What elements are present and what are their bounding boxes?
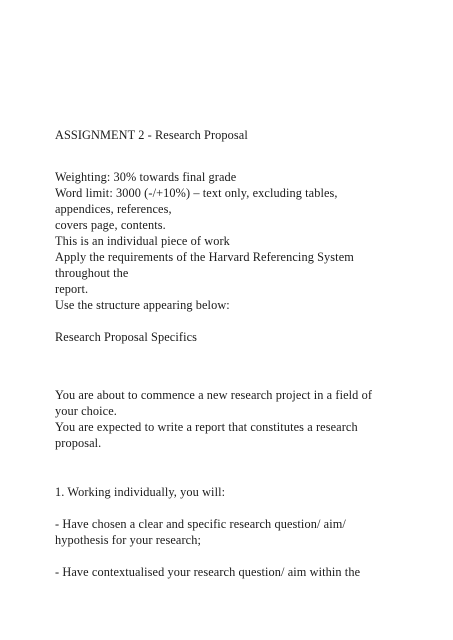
detail-line: Weighting: 30% towards final grade xyxy=(55,170,237,184)
intro-line: You are expected to write a report that constitutes a research xyxy=(55,420,358,434)
detail-line: This is an individual piece of work xyxy=(55,234,230,248)
detail-line: appendices, references, xyxy=(55,202,172,216)
bullet-line: hypothesis for your research; xyxy=(55,533,201,547)
bullet-line: - Have chosen a clear and specific research question/ aim/ xyxy=(55,517,346,531)
detail-line: throughout the xyxy=(55,266,129,280)
intro-line: proposal. xyxy=(55,436,102,450)
detail-line: Word limit: 3000 (-/+10%) – text only, excluding tables, xyxy=(55,186,338,200)
detail-line: Apply the requirements of the Harvard Referencing System xyxy=(55,250,354,264)
detail-line: Use the structure appearing below: xyxy=(55,298,230,312)
intro-line: You are about to commence a new research project in a field of xyxy=(55,388,373,402)
section-heading: Research Proposal Specifics xyxy=(55,330,198,344)
intro-line: your choice. xyxy=(55,404,117,418)
bullet-line: - Have contextualised your research question/ aim within the xyxy=(55,565,361,579)
detail-line: covers page, contents. xyxy=(55,218,166,232)
detail-line: report. xyxy=(55,282,89,296)
assignment-title: ASSIGNMENT 2 - Research Proposal xyxy=(55,128,248,142)
task-heading: 1. Working individually, you will: xyxy=(55,485,226,499)
